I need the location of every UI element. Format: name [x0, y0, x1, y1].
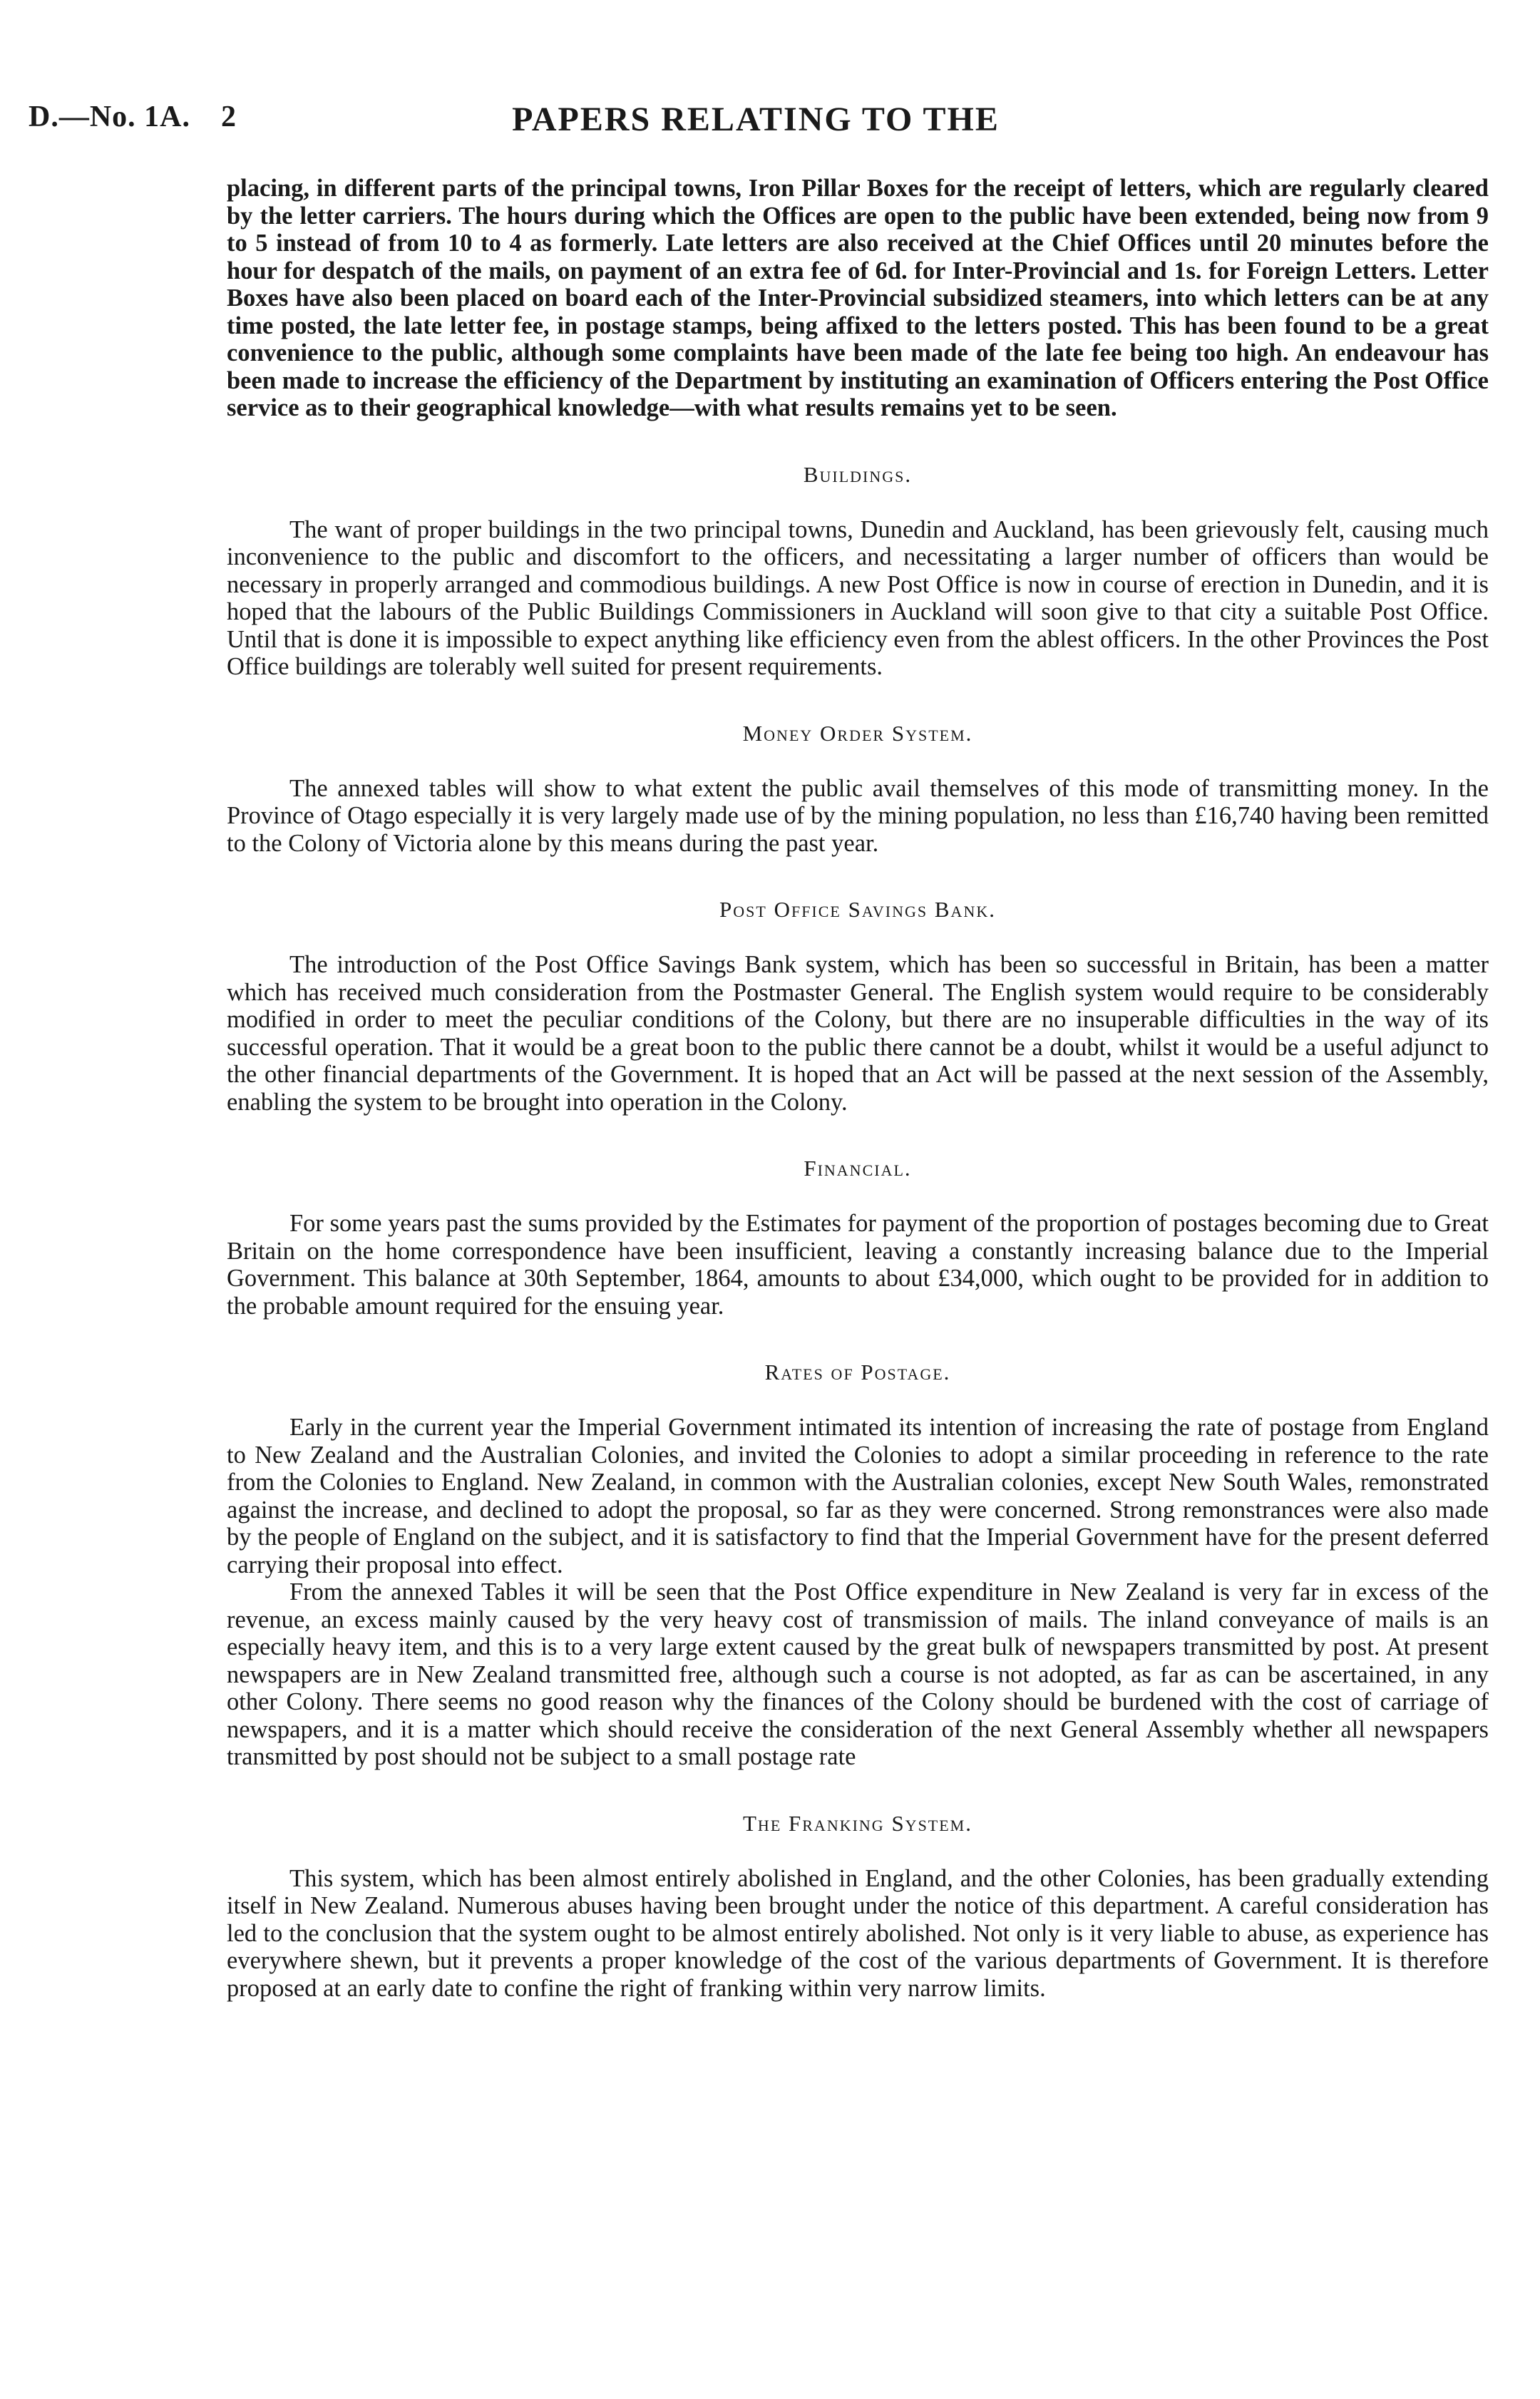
section-savings-bank	[227, 897, 1489, 1116]
savings-bank-paragraph: The introduction of the Post Office Savings Bank system, which has been so successful in Britain, has been a matter which has received much consideration from the Postmaster General. The English system would require to be considerably modified in order to meet the peculiar conditions of the Colony, but there are no insuperable difficulties in the way of its successful operation. That it would be a great boon to the public there cannot be a doubt, whilst it would be a useful adjunct to the other financial departments of the Government. It is hoped that an Act will be passed at the next session of the Assembly, enabling the system to be brought into operation in the Colony.	[227, 951, 1489, 1116]
section-rates	[227, 1360, 1489, 1771]
rates-paragraph-2: From the annexed Tables it will be seen that the Post Office expenditure in New Zealand is very far in excess of the revenue, an excess mainly caused by the very heavy cost of transmission of mails. The inland conveyance of mails is an especially heavy item, and this is to a very large extent caused by the great bulk of newspapers transmitted by post. At present newspapers are in New Zealand transmitted free, although such a course is not adopted, as far as can be ascertained, in any other Colony. There seems no good reason why the finances of the Colony should be burdened with the cost of carriage of newspapers, and it is a matter which should receive the consideration of the next General Assembly whether all newspapers transmitted by post should not be subject to a small postage rate	[227, 1578, 1489, 1770]
page-number: 2	[221, 101, 236, 133]
page-header	[29, 100, 1483, 143]
section-money-order	[227, 721, 1489, 858]
section-buildings	[227, 462, 1489, 681]
section-franking	[227, 1811, 1489, 2003]
section-heading-financial: Financial.	[804, 1156, 912, 1181]
section-financial	[227, 1156, 1489, 1320]
section-heading-buildings: Buildings.	[803, 461, 913, 487]
buildings-paragraph: The want of proper buildings in the two principal towns, Dunedin and Auckland, has been grievously felt, causing much inconvenience to the public and discomfort to the officers, and necessitating a larger number of officers than would be necessary in properly arranged and commodious buildings. A new Post Office is now in course of erection in Dunedin, and it is hoped that the labours of the Public Buildings Commissioners in Auckland will soon give to that city a suitable Post Office. Until that is done it is impossible to expect anything like efficiency even from the ablest officers. In the other Provinces the Post Office buildings are tolerably well suited for present requirements.	[227, 515, 1489, 680]
rates-paragraph-1: Early in the current year the Imperial Government intimated its intention of increasing the rate of postage from England to New Zealand and the Australian Colonies, and invited the Colonies to adopt a similar proceeding in reference to the rate from the Colonies to England. New Zealand, in common with the Australian colonies, except New South Wales, remonstrated against the increase, and declined to adopt the proposal, so far as they were concerned. Strong remonstrances were also made by the people of England on the subject, and it is satisfactory to find that the Imperial Government have for the present deferred carrying their proposal into effect.	[227, 1414, 1489, 1578]
page-body	[227, 175, 1489, 2002]
intro-paragraph: placing, in different parts of the principal towns, Iron Pillar Boxes for the receipt of letters, which are regularly cleared by the letter carriers. The hours during which the Offices are open to the public have been extended, being now from 9 to 5 instead of from 10 to 4 as formerly. Late letters are also received at the Chief Offices until 20 minutes before the hour for despatch of the mails, on payment of an extra fee of 6d. for Inter-Provincial and 1s. for Foreign Letters. Letter Boxes have also been placed on board each of the Inter-Provincial subsidized steamers, into which letters can be at any time posted, the late letter fee, in postage stamps, being affixed to the letters posted. This has been found to be a great convenience to the public, although some complaints have been made of the late fee being too high. An endeavour has been made to increase the efficiency of the Department by instituting an examination of Officers entering the Post Office service as to their geographical knowledge—with what results remains yet to be seen.	[227, 175, 1489, 421]
section-intro	[227, 175, 1489, 422]
section-heading-savings-bank: Post Office Savings Bank.	[719, 897, 996, 922]
financial-paragraph: For some years past the sums provided by the Estimates for payment of the proportion of postages becoming due to Great Britain on the home correspondence have been insufficient, leaving a constantly increasing balance due to the Imperial Government. This balance at 30th September, 1864, amounts to about £34,000, which ought to be provided for in addition to the probable amount required for the ensuing year.	[227, 1210, 1489, 1320]
franking-paragraph: This system, which has been almost entirely abolished in England, and the other Colonies, has been gradually extending itself in New Zealand. Numerous abuses having been brought under the notice of this department. A careful consideration has led to the conclusion that the system ought to be almost entirely abolished. Not only is it very liable to abuse, as experience has everywhere shewn, but it prevents a proper knowledge of the cost of the various departments of Government. It is therefore proposed at an early date to confine the right of franking within very narrow limits.	[227, 1864, 1489, 2002]
section-heading-rates: Rates of Postage.	[764, 1360, 951, 1385]
section-heading-money-order: Money Order System.	[742, 720, 973, 746]
document-reference: D.—No. 1A.	[29, 101, 190, 133]
running-title: PAPERS RELATING TO THE	[512, 101, 1000, 138]
section-heading-franking: The Franking System.	[743, 1810, 972, 1836]
money-order-paragraph: The annexed tables will show to what extent the public avail themselves of this mode of transmitting money. In the Province of Otago especially it is very largely made use of by the mining population, no less than £16,740 having been remitted to the Colony of Victoria alone by this means during the past year.	[227, 774, 1489, 857]
